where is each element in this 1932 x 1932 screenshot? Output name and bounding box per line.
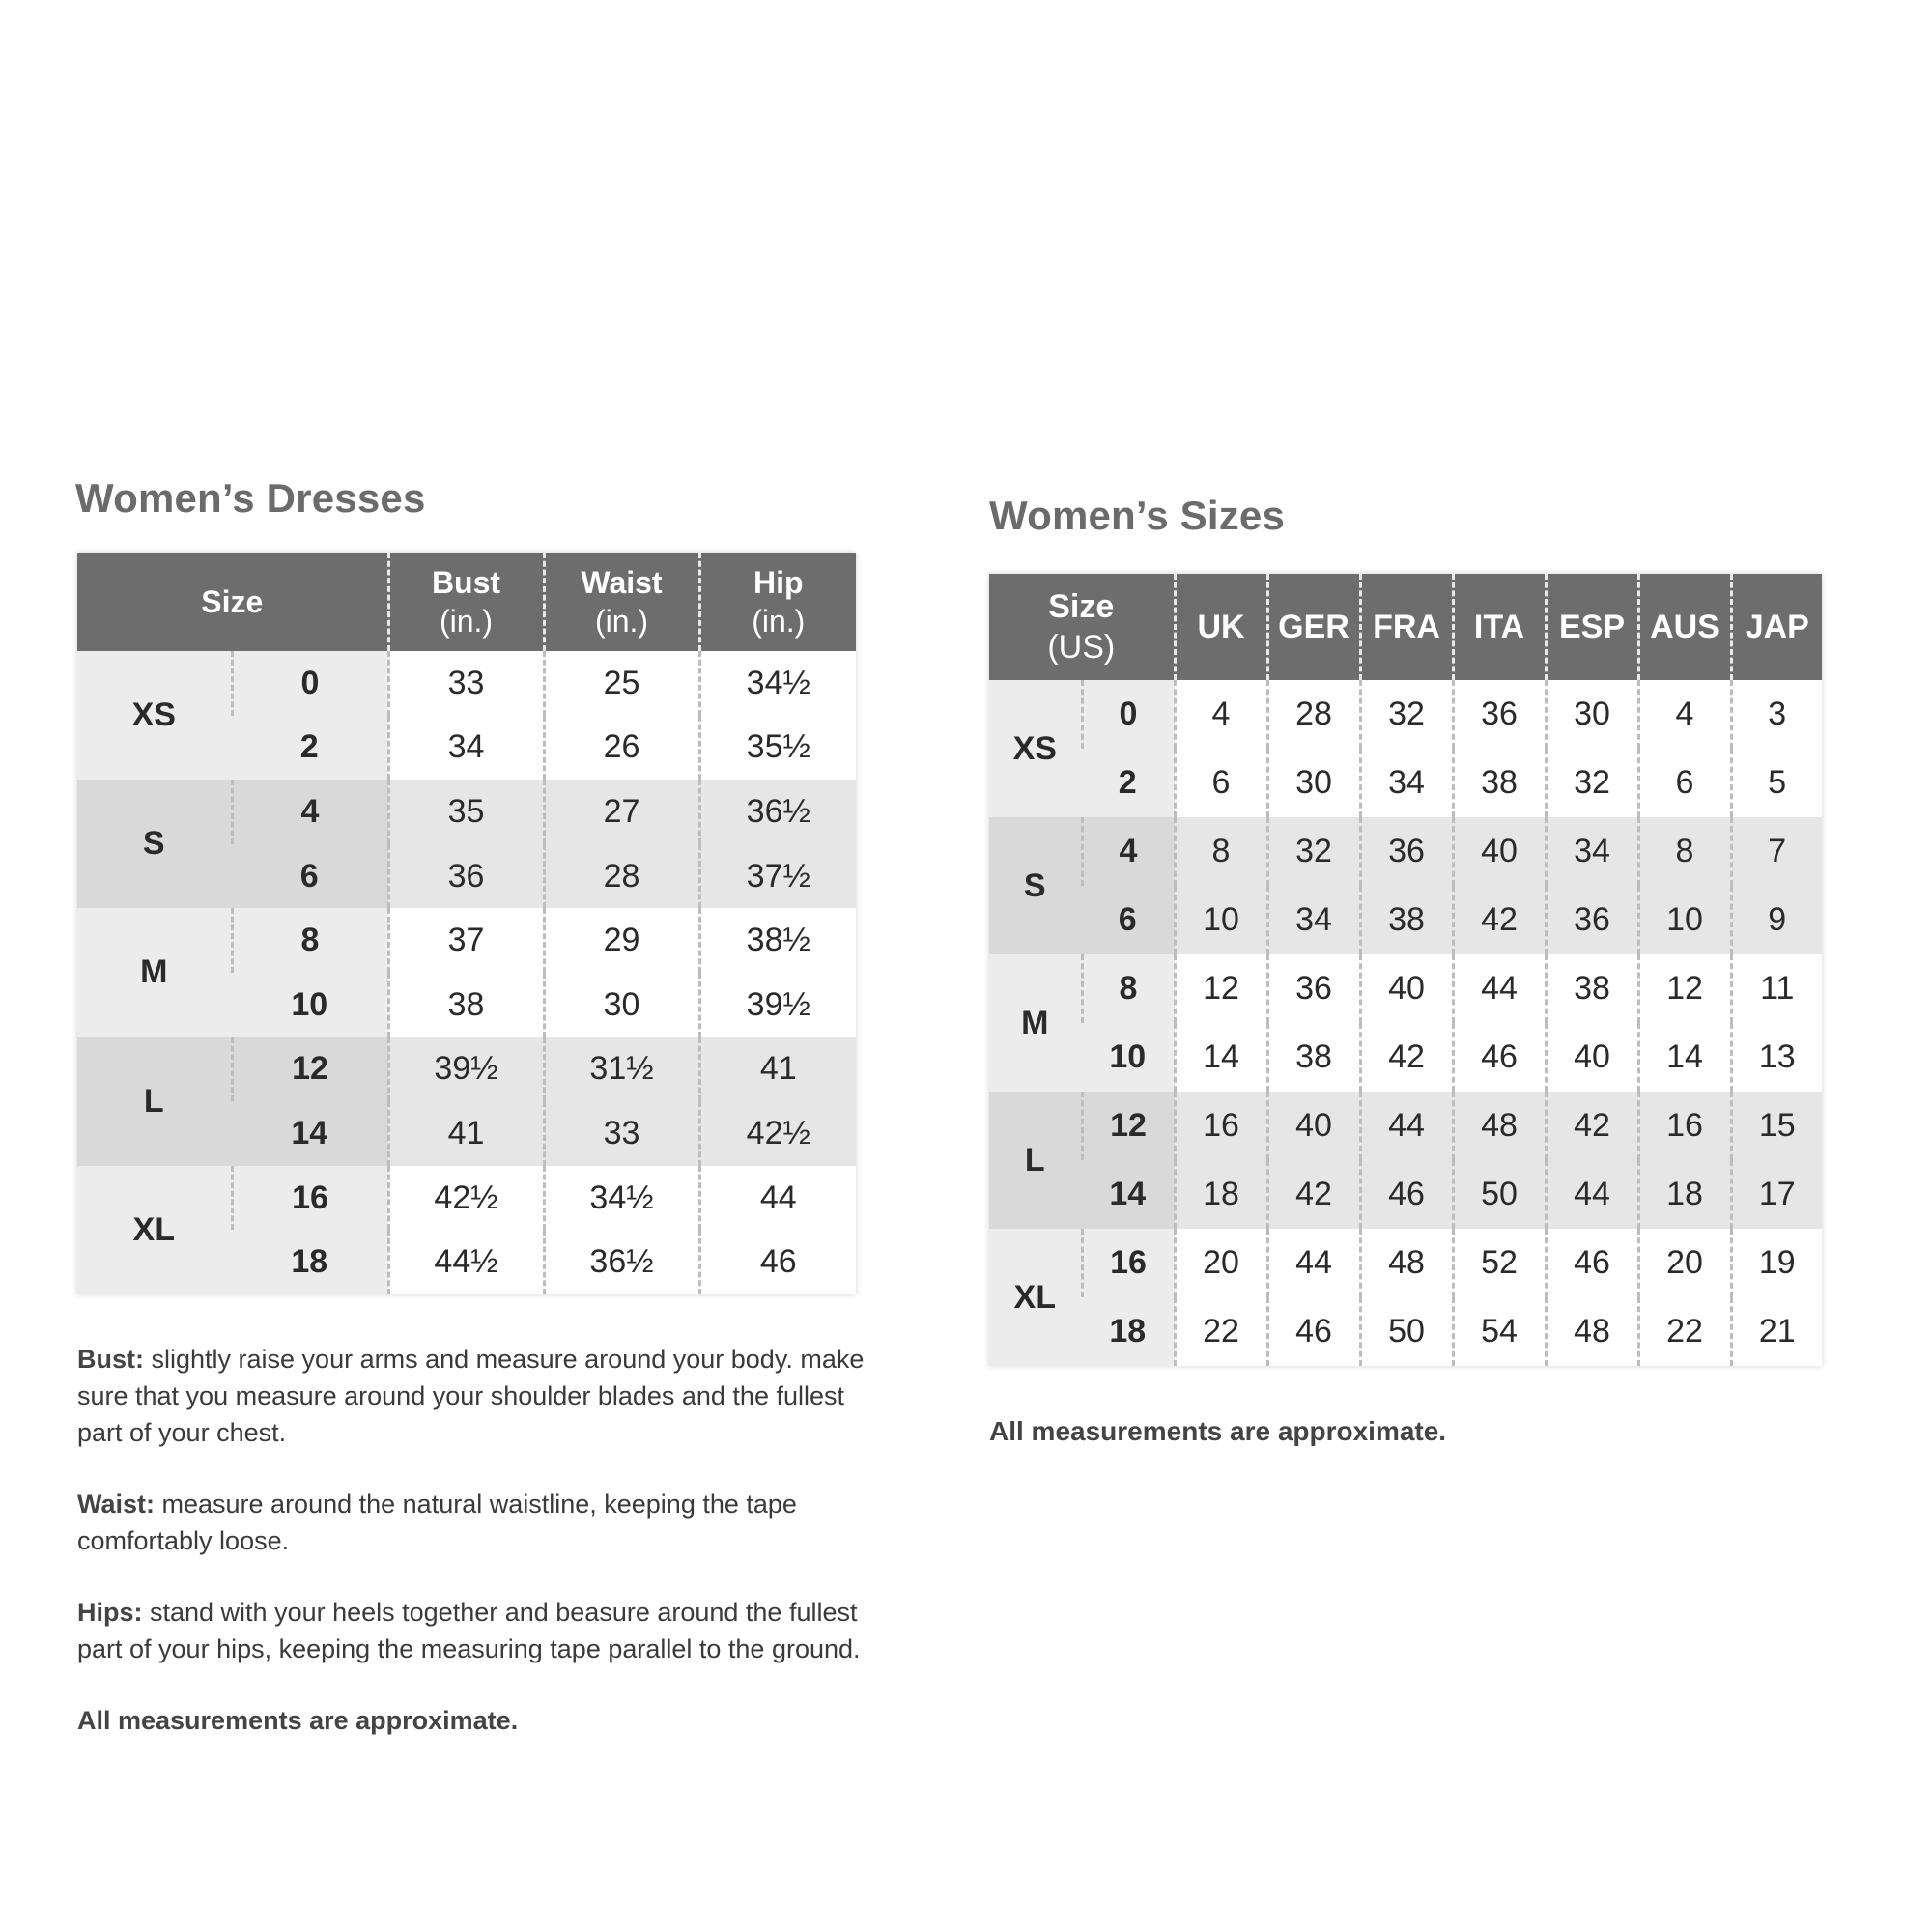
size-group-label: L — [989, 1092, 1082, 1229]
us-size-number: 6 — [1082, 886, 1175, 954]
country-size-value: 6 — [1175, 749, 1267, 817]
size-number: 10 — [232, 973, 388, 1037]
country-size-value: 38 — [1360, 886, 1453, 954]
size-group-label: M — [989, 954, 1082, 1092]
table-row — [77, 1166, 856, 1231]
waist-value: 33 — [544, 1101, 699, 1166]
header-waist — [544, 553, 699, 651]
country-size-value: 36 — [1267, 954, 1360, 1023]
waist-value: 31½ — [544, 1037, 699, 1102]
table-row — [989, 1092, 1822, 1160]
table-row — [989, 817, 1822, 886]
header-waist-unit: (in.) — [594, 604, 649, 639]
size-group-label: S — [77, 780, 232, 908]
country-size-value: 52 — [1453, 1229, 1546, 1297]
table-row — [989, 1229, 1822, 1297]
bust-value: 39½ — [388, 1037, 544, 1102]
bust-value: 34 — [388, 716, 544, 781]
country-size-value: 38 — [1453, 749, 1546, 817]
country-size-value: 42 — [1546, 1092, 1638, 1160]
country-size-value: 32 — [1267, 817, 1360, 886]
country-size-value: 28 — [1267, 680, 1360, 749]
country-size-value: 32 — [1360, 680, 1453, 749]
us-size-number: 8 — [1082, 954, 1175, 1023]
size-number: 0 — [232, 651, 388, 716]
header-bust-label: Bust — [431, 565, 501, 600]
country-size-value: 36 — [1453, 680, 1546, 749]
size-group-label: XL — [989, 1229, 1082, 1366]
bust-value: 36 — [388, 844, 544, 909]
country-size-value: 22 — [1175, 1297, 1267, 1366]
country-size-value: 15 — [1731, 1092, 1822, 1160]
country-size-value: 48 — [1453, 1092, 1546, 1160]
country-size-value: 40 — [1267, 1092, 1360, 1160]
sizes-chart-title: Women’s Sizes — [989, 493, 1286, 538]
us-size-number: 12 — [1082, 1092, 1175, 1160]
note-waist-text: measure around the natural waistline, keeping the tape comfortably loose. — [77, 1490, 797, 1555]
size-number: 8 — [232, 908, 388, 973]
country-size-value: 46 — [1453, 1023, 1546, 1092]
country-size-value: 42 — [1267, 1160, 1360, 1229]
size-number: 4 — [232, 780, 388, 844]
header-bust-unit: (in.) — [439, 604, 494, 639]
country-size-value: 50 — [1360, 1297, 1453, 1366]
bust-value: 35 — [388, 780, 544, 844]
country-size-value: 40 — [1453, 817, 1546, 886]
sizes-table-body — [989, 680, 1822, 1366]
country-size-value: 8 — [1175, 817, 1267, 886]
table-row — [989, 1023, 1822, 1092]
header-size-us — [989, 574, 1175, 680]
dresses-header-row — [77, 553, 856, 651]
country-size-value: 44 — [1546, 1160, 1638, 1229]
us-size-number: 18 — [1082, 1297, 1175, 1366]
size-group-label: M — [77, 908, 232, 1037]
table-row — [77, 651, 856, 716]
country-size-value: 17 — [1731, 1160, 1822, 1229]
international-size-table — [989, 574, 1822, 1366]
table-row — [77, 1037, 856, 1102]
hip-value: 35½ — [699, 716, 856, 781]
size-number: 18 — [232, 1230, 388, 1294]
country-size-value: 18 — [1175, 1160, 1267, 1229]
country-size-value: 46 — [1267, 1297, 1360, 1366]
table-row — [989, 886, 1822, 954]
country-size-value: 10 — [1175, 886, 1267, 954]
header-country: UK — [1175, 574, 1267, 680]
country-size-value: 13 — [1731, 1023, 1822, 1092]
note-hips-text: stand with your heels together and beasure around the fullest part of your hips, keeping the measuring tape parallel to the ground. — [77, 1598, 861, 1663]
country-size-value: 12 — [1175, 954, 1267, 1023]
size-number: 12 — [232, 1037, 388, 1102]
country-size-value: 14 — [1638, 1023, 1731, 1092]
country-size-value: 10 — [1638, 886, 1731, 954]
header-bust — [388, 553, 544, 651]
country-size-value: 40 — [1360, 954, 1453, 1023]
size-group-label: XS — [989, 680, 1082, 817]
header-country: GER — [1267, 574, 1360, 680]
header-country: AUS — [1638, 574, 1731, 680]
country-size-value: 36 — [1546, 886, 1638, 954]
note-waist-label: Waist: — [77, 1490, 155, 1519]
hip-value: 42½ — [699, 1101, 856, 1166]
header-country: ITA — [1453, 574, 1546, 680]
waist-value: 34½ — [544, 1166, 699, 1231]
sizes-approx-note: All measurements are approximate. — [989, 1416, 1447, 1446]
bust-value: 38 — [388, 973, 544, 1037]
country-size-value: 16 — [1638, 1092, 1731, 1160]
bust-value: 41 — [388, 1101, 544, 1166]
header-waist-label: Waist — [581, 565, 663, 600]
waist-value: 29 — [544, 908, 699, 973]
waist-value: 25 — [544, 651, 699, 716]
waist-value: 36½ — [544, 1230, 699, 1294]
note-hips-label: Hips: — [77, 1598, 143, 1627]
country-size-value: 36 — [1360, 817, 1453, 886]
note-bust-text: slightly raise your arms and measure around your body. make sure that you measure around your shoulder blades and the fullest part of your chest. — [77, 1345, 865, 1447]
country-size-value: 46 — [1546, 1229, 1638, 1297]
country-size-value: 4 — [1638, 680, 1731, 749]
country-size-value: 20 — [1175, 1229, 1267, 1297]
size-group-label: S — [989, 817, 1082, 954]
us-size-number: 14 — [1082, 1160, 1175, 1229]
country-size-value: 34 — [1360, 749, 1453, 817]
dresses-chart-title: Women’s Dresses — [75, 475, 426, 521]
size-group-label: L — [77, 1037, 232, 1166]
country-size-value: 44 — [1360, 1092, 1453, 1160]
country-size-value: 8 — [1638, 817, 1731, 886]
hip-value: 38½ — [699, 908, 856, 973]
us-size-number: 0 — [1082, 680, 1175, 749]
table-row — [989, 1297, 1822, 1366]
size-group-label: XS — [77, 651, 232, 780]
note-bust-label: Bust: — [77, 1345, 144, 1374]
country-size-value: 3 — [1731, 680, 1822, 749]
bust-value: 42½ — [388, 1166, 544, 1231]
hip-value: 44 — [699, 1166, 856, 1231]
country-size-value: 38 — [1267, 1023, 1360, 1092]
country-size-value: 16 — [1175, 1092, 1267, 1160]
country-size-value: 42 — [1360, 1023, 1453, 1092]
table-row — [77, 780, 856, 844]
header-country: JAP — [1731, 574, 1822, 680]
country-size-value: 42 — [1453, 886, 1546, 954]
country-size-value: 5 — [1731, 749, 1822, 817]
country-size-value: 48 — [1360, 1229, 1453, 1297]
table-row — [989, 680, 1822, 749]
country-size-value: 20 — [1638, 1229, 1731, 1297]
size-number: 6 — [232, 844, 388, 909]
header-size: Size — [77, 553, 388, 651]
us-size-number: 4 — [1082, 817, 1175, 886]
country-size-value: 34 — [1546, 817, 1638, 886]
country-size-value: 22 — [1638, 1297, 1731, 1366]
country-size-value: 44 — [1267, 1229, 1360, 1297]
hip-value: 46 — [699, 1230, 856, 1294]
table-row — [989, 1160, 1822, 1229]
country-size-value: 30 — [1546, 680, 1638, 749]
waist-value: 26 — [544, 716, 699, 781]
bust-value: 37 — [388, 908, 544, 973]
measurement-notes — [77, 1341, 889, 1774]
dresses-size-table — [77, 553, 856, 1294]
country-size-value: 14 — [1175, 1023, 1267, 1092]
country-size-value: 50 — [1453, 1160, 1546, 1229]
country-size-value: 30 — [1267, 749, 1360, 817]
country-size-value: 6 — [1638, 749, 1731, 817]
country-size-value: 44 — [1453, 954, 1546, 1023]
country-size-value: 19 — [1731, 1229, 1822, 1297]
waist-value: 27 — [544, 780, 699, 844]
size-number: 2 — [232, 716, 388, 781]
dresses-approx-text: All measurements are approximate. — [77, 1706, 519, 1735]
table-row — [77, 908, 856, 973]
country-size-value: 34 — [1267, 886, 1360, 954]
bust-value: 33 — [388, 651, 544, 716]
hip-value: 36½ — [699, 780, 856, 844]
dresses-table-body — [77, 651, 856, 1294]
dresses-approx-note — [77, 1702, 889, 1739]
country-size-value: 46 — [1360, 1160, 1453, 1229]
header-size-us-label: Size — [1048, 587, 1115, 625]
waist-value: 28 — [544, 844, 699, 909]
hip-value: 39½ — [699, 973, 856, 1037]
hip-value: 41 — [699, 1037, 856, 1102]
country-size-value: 21 — [1731, 1297, 1822, 1366]
hip-value: 37½ — [699, 844, 856, 909]
country-size-value: 18 — [1638, 1160, 1731, 1229]
us-size-number: 10 — [1082, 1023, 1175, 1092]
hip-value: 34½ — [699, 651, 856, 716]
header-country: ESP — [1546, 574, 1638, 680]
sizes-header-row — [989, 574, 1822, 680]
header-country: FRA — [1360, 574, 1453, 680]
country-size-value: 54 — [1453, 1297, 1546, 1366]
us-size-number: 16 — [1082, 1229, 1175, 1297]
note-waist — [77, 1486, 889, 1559]
country-size-value: 11 — [1731, 954, 1822, 1023]
country-size-value: 7 — [1731, 817, 1822, 886]
country-size-value: 4 — [1175, 680, 1267, 749]
country-size-value: 9 — [1731, 886, 1822, 954]
country-size-value: 48 — [1546, 1297, 1638, 1366]
bust-value: 44½ — [388, 1230, 544, 1294]
size-number: 16 — [232, 1166, 388, 1231]
header-hip-unit: (in.) — [752, 604, 806, 639]
header-hip-label: Hip — [753, 565, 804, 600]
country-size-value: 38 — [1546, 954, 1638, 1023]
header-hip — [699, 553, 856, 651]
table-row — [989, 749, 1822, 817]
header-size-us-unit: (US) — [1047, 629, 1116, 666]
note-bust — [77, 1341, 889, 1451]
country-size-value: 40 — [1546, 1023, 1638, 1092]
country-size-value: 12 — [1638, 954, 1731, 1023]
waist-value: 30 — [544, 973, 699, 1037]
us-size-number: 2 — [1082, 749, 1175, 817]
size-number: 14 — [232, 1101, 388, 1166]
size-group-label: XL — [77, 1166, 232, 1294]
note-hips — [77, 1594, 889, 1667]
table-row — [989, 954, 1822, 1023]
country-size-value: 32 — [1546, 749, 1638, 817]
